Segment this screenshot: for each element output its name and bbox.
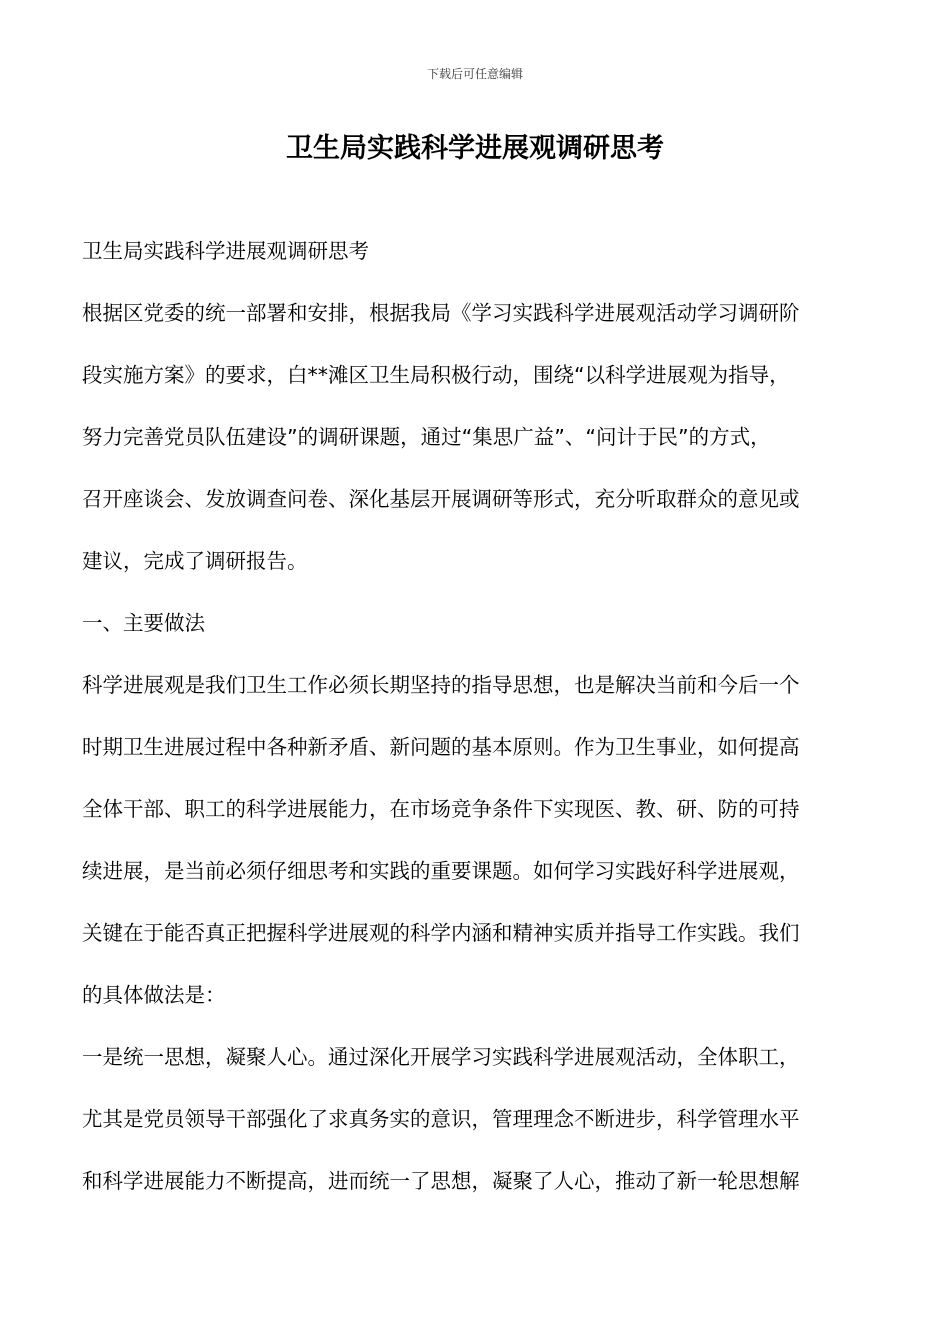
document-title: 卫生局实践科学进展观调研思考 xyxy=(286,133,664,164)
text-line: 建议，完成了调研报告。 xyxy=(82,549,308,573)
unify-thought-paragraph xyxy=(82,1026,872,1212)
text-line: 科学进展观是我们卫生工作必须长期坚持的指导思想，也是解决当前和今后一个 xyxy=(82,673,800,697)
text-line: 和科学进展能力不断提高，进而统一了思想，凝聚了人心，推动了新一轮思想解 xyxy=(82,1169,800,1193)
document-body xyxy=(82,220,872,1212)
text-line: 召开座谈会、发放调查问卷、深化基层开展调研等形式，充分听取群众的意见或 xyxy=(82,487,800,511)
text-line: 全体干部、职工的科学进展能力，在市场竞争条件下实现医、教、研、防的可持 xyxy=(82,797,800,821)
text-line: 段实施方案》的要求，白**滩区卫生局积极行动，围绕“以科学进展观为指导， xyxy=(82,363,790,387)
document-subtitle xyxy=(82,220,872,282)
text-line: 一是统一思想，凝聚人心。通过深化开展学习实践科学进展观活动，全体职工， xyxy=(82,1045,800,1069)
text-line: 根据区党委的统一部署和安排，根据我局《学习实践科学进展观活动学习调研阶 xyxy=(82,301,800,325)
text-line: 一、主要做法 xyxy=(82,611,205,635)
text-line: 时期卫生进展过程中各种新矛盾、新问题的基本原则。作为卫生事业，如何提高 xyxy=(82,735,800,759)
text-line: 努力完善党员队伍建设”的调研课题，通过“集思广益”、“问计于民”的方式， xyxy=(82,425,771,449)
text-line: 关键在于能否真正把握科学进展观的科学内涵和精神实质并指导工作实践。我们 xyxy=(82,921,800,945)
section-heading-main-practices xyxy=(82,592,872,654)
download-note: 下载后可任意编辑 xyxy=(426,67,523,81)
practices-paragraph xyxy=(82,654,872,1026)
intro-paragraph xyxy=(82,282,872,592)
text-line: 的具体做法是： xyxy=(82,983,226,1007)
text-line: 卫生局实践科学进展观调研思考 xyxy=(82,239,369,263)
text-line: 续进展，是当前必须仔细思考和实践的重要课题。如何学习实践好科学进展观， xyxy=(82,859,800,883)
text-line: 尤其是党员领导干部强化了求真务实的意识，管理理念不断进步，科学管理水平 xyxy=(82,1107,800,1131)
